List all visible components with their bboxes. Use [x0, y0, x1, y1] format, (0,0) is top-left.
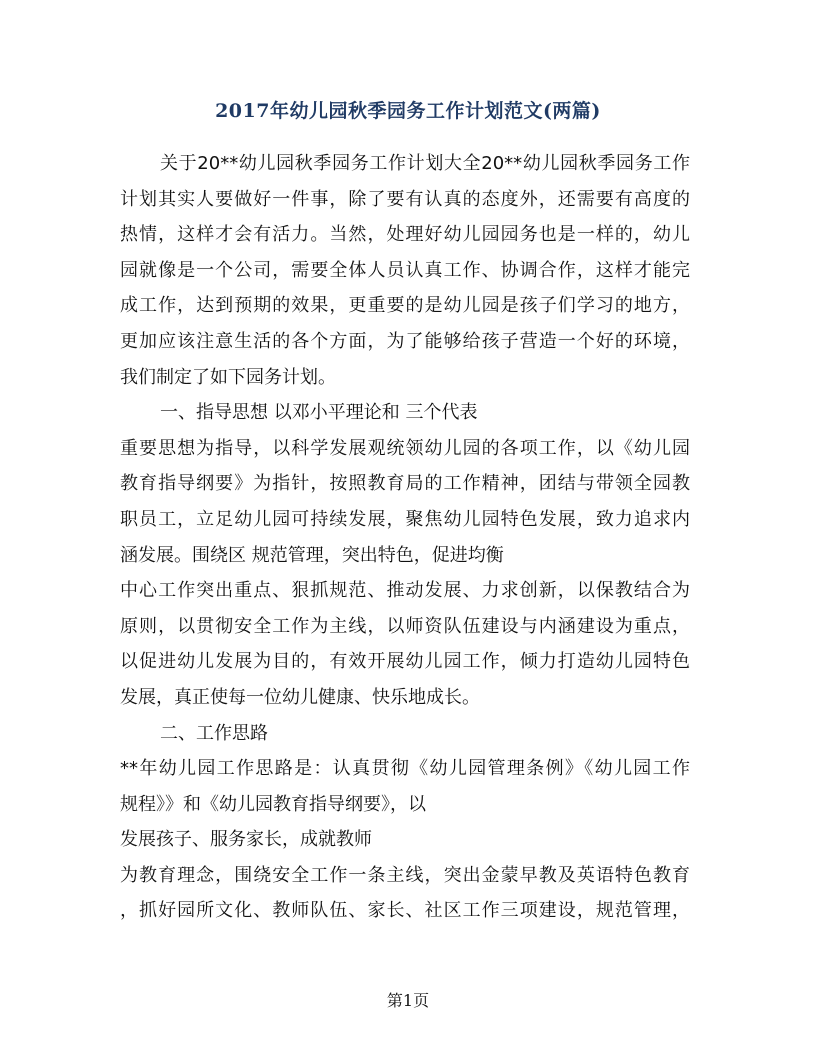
paragraph-line: **年幼儿园工作思路是：认真贯彻《幼儿园管理条例》《幼儿园工作 — [120, 758, 690, 780]
document-body — [120, 146, 690, 929]
paragraph-line: 以促进幼儿发展为目的，有效开展幼儿园工作，倾力打造幼儿园特色 — [120, 651, 690, 673]
paragraph-line: 中心工作突出重点、狠抓规范、推动发展、力求创新，以保教结合为 — [120, 580, 690, 602]
paragraph-line: 园就像是一个公司，需要全体人员认真工作、协调合作，这样才能完 — [120, 259, 690, 281]
paragraph-line: 关于20**幼儿园秋季园务工作计划大全20**幼儿园秋季园务工作 — [160, 153, 690, 174]
paragraph-line: 我们制定了如下园务计划。 — [120, 366, 336, 388]
section-heading: 一、指导思想 以邓小平理论和 三个代表 — [160, 402, 478, 424]
paragraph-line: 涵发展。围绕区 规范管理，突出特色，促进均衡 — [120, 544, 504, 566]
paragraph-line: 成工作，达到预期的效果，更重要的是幼儿园是孩子们学习的地方， — [120, 295, 690, 317]
paragraph-line: 原则，以贯彻安全工作为主线，以师资队伍建设与内涵建设为重点， — [120, 615, 690, 637]
paragraph-line: 计划其实人要做好一件事，除了要有认真的态度外，还需要有高度的 — [120, 188, 690, 210]
paragraph-line: 为教育理念，围绕安全工作一条主线，突出金蒙早教及英语特色教育 — [120, 864, 690, 886]
paragraph-line: 热情，这样才会有活力。当然，处理好幼儿园园务也是一样的，幼儿 — [120, 224, 690, 246]
paragraph-line: 职员工，立足幼儿园可持续发展，聚焦幼儿园特色发展，致力追求内 — [120, 508, 690, 530]
document-title: 2017年幼儿园秋季园务工作计划范文(两篇) — [215, 100, 601, 122]
paragraph-line: 发展，真正使每一位幼儿健康、快乐地成长。 — [120, 686, 480, 708]
page-number: 第1页 — [386, 991, 430, 1010]
paragraph-line: 更加应该注意生活的各个方面，为了能够给孩子营造一个好的环境， — [120, 330, 690, 352]
paragraph-line: 规程》》和《幼儿园教育指导纲要》，以 — [120, 793, 426, 815]
paragraph-line: 发展孩子、服务家长，成就教师 — [120, 829, 372, 851]
paragraph-line: 重要思想为指导，以科学发展观统领幼儿园的各项工作，以《幼儿园 — [120, 437, 690, 459]
paragraph-line: 教育指导纲要》为指针，按照教育局的工作精神，团结与带领全园教 — [120, 473, 690, 495]
paragraph-line: ，抓好园所文化、教师队伍、家长、社区工作三项建设，规范管理， — [120, 900, 690, 922]
section-heading: 二、工作思路 — [160, 722, 268, 744]
